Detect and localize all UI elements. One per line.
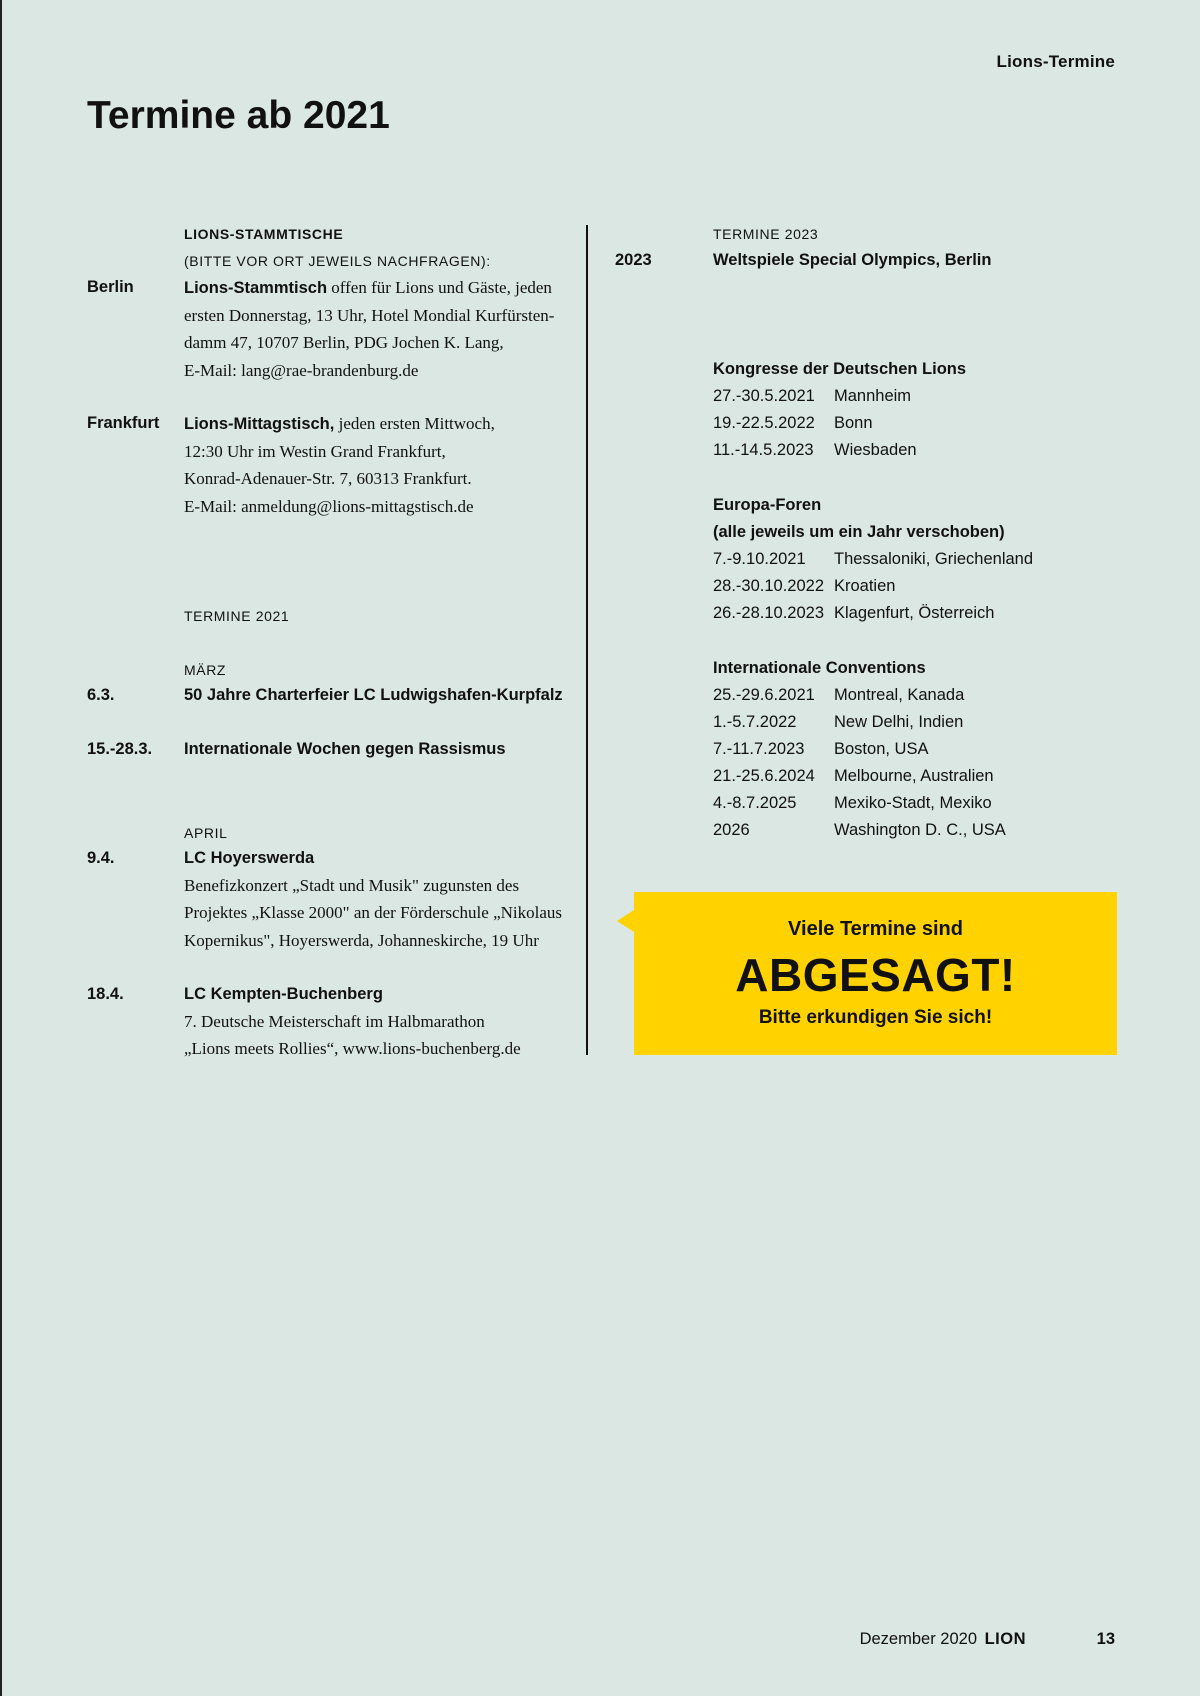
city-frankfurt: Frankfurt	[87, 414, 160, 432]
berlin-entry	[184, 274, 604, 384]
europa-place: Kroatien	[834, 577, 896, 595]
europa-heading: Europa-Foren	[713, 496, 822, 514]
convention-place: Mexiko-Stadt, Mexiko	[834, 794, 992, 812]
event-title: Internationale Wochen gegen Rassismus	[184, 740, 506, 758]
kongress-place: Bonn	[834, 414, 873, 432]
notice-line1: Viele Termine sind	[788, 918, 963, 940]
berlin-line2: ersten Donnerstag, 13 Uhr, Hotel Mondial Kurfürsten-	[184, 306, 555, 325]
event-date: 15.-28.3.	[87, 740, 153, 758]
convention-date: 7.-11.7.2023	[713, 740, 805, 758]
kongress-date: 11.-14.5.2023	[713, 441, 814, 459]
event-line: „Lions meets Rollies“, www.lions-buchenberg.de	[184, 1039, 521, 1059]
event-line: Projektes „Klasse 2000" an der Förderschule „Nikolaus	[184, 903, 563, 923]
berlin-name: Lions-Stammtisch	[184, 279, 328, 297]
page-number: 13	[1096, 1630, 1115, 1648]
event-line: Benefizkonzert „Stadt und Musik" zugunsten des	[184, 876, 520, 895]
convention-date: 4.-8.7.2025	[713, 794, 797, 812]
frankfurt-entry	[184, 410, 604, 520]
event-date: 18.4.	[87, 985, 124, 1003]
convention-date: 21.-25.6.2024	[713, 767, 815, 785]
berlin-line3: damm 47, 10707 Berlin, PDG Jochen K. Lang,	[184, 333, 504, 353]
column-divider	[586, 225, 588, 1055]
europa-place: Thessaloniki, Griechenland	[834, 550, 1034, 568]
europa-date: 26.-28.10.2023	[713, 604, 825, 622]
termine-2023-label: TERMINE 2023	[713, 226, 819, 242]
frankfurt-name: Lions-Mittagstisch,	[184, 415, 335, 433]
event-title: LC Hoyerswerda	[184, 849, 315, 867]
convention-place: New Delhi, Indien	[834, 713, 964, 731]
convention-date: 2026	[713, 821, 750, 839]
maerz-label: MÄRZ	[184, 662, 227, 678]
event-title: LC Kempten-Buchenberg	[184, 985, 383, 1003]
april-label: APRIL	[184, 825, 228, 841]
event-line: 7. Deutsche Meisterschaft im Halbmarathon	[184, 1012, 485, 1031]
notice-headline: ABGESAGT!	[735, 949, 1016, 1001]
frankfurt-line1: jeden ersten Mittwoch,	[334, 414, 495, 433]
kongress-date: 27.-30.5.2021	[713, 387, 815, 405]
frankfurt-line4: E-Mail: anmeldung@lions-mittagstisch.de	[184, 496, 474, 516]
stammtische-note: (BITTE VOR ORT JEWEILS NACHFRAGEN):	[184, 253, 491, 269]
conventions-heading: Internationale Conventions	[713, 659, 926, 677]
kongresse-heading: Kongresse der Deutschen Lions	[713, 360, 967, 378]
event-date: 6.3.	[87, 686, 115, 704]
event-title: 50 Jahre Charterfeier LC Ludwigshafen-Kurpfalz	[184, 686, 563, 704]
city-berlin: Berlin	[87, 278, 134, 296]
convention-date: 1.-5.7.2022	[713, 713, 797, 731]
year-2023: 2023	[615, 251, 652, 269]
footer-brand: LION	[984, 1630, 1026, 1648]
europa-subheading: (alle jeweils um ein Jahr verschoben)	[713, 523, 1005, 541]
kongress-place: Wiesbaden	[834, 441, 917, 459]
berlin-line4: E-Mail: lang@rae-brandenburg.de	[184, 360, 419, 380]
convention-place: Montreal, Kanada	[834, 686, 965, 704]
convention-place: Washington D. C., USA	[834, 821, 1006, 839]
notice-line3: Bitte erkundigen Sie sich!	[758, 1007, 993, 1028]
convention-place: Boston, USA	[834, 740, 929, 758]
termine-2021-label: TERMINE 2021	[184, 608, 290, 624]
europa-date: 7.-9.10.2021	[713, 550, 806, 568]
cancellation-notice	[634, 892, 1117, 1055]
event-kempten	[184, 981, 604, 1063]
frankfurt-line3: Konrad-Adenauer-Str. 7, 60313 Frankfurt.	[184, 469, 472, 489]
convention-place: Melbourne, Australien	[834, 767, 994, 785]
event-hoyerswerda	[184, 845, 604, 954]
footer-issue-date: Dezember 2020	[859, 1630, 977, 1648]
berlin-line1: offen für Lions und Gäste, jeden	[327, 278, 552, 297]
event-line: Kopernikus", Hoyerswerda, Johanneskirche, 19 Uhr	[184, 930, 539, 950]
convention-date: 25.-29.6.2021	[713, 686, 815, 704]
olympics-title: Weltspiele Special Olympics, Berlin	[713, 251, 992, 269]
page-title: Termine ab 2021	[87, 94, 390, 137]
event-date: 9.4.	[87, 849, 115, 867]
section-tag: Lions-Termine	[996, 52, 1115, 71]
kongress-date: 19.-22.5.2022	[713, 414, 815, 432]
stammtische-heading: LIONS-STAMMTISCHE	[184, 226, 344, 242]
europa-date: 28.-30.10.2022	[713, 577, 825, 595]
kongress-place: Mannheim	[834, 387, 912, 405]
europa-place: Klagenfurt, Österreich	[834, 604, 995, 622]
frankfurt-line2: 12:30 Uhr im Westin Grand Frankfurt,	[184, 442, 446, 461]
